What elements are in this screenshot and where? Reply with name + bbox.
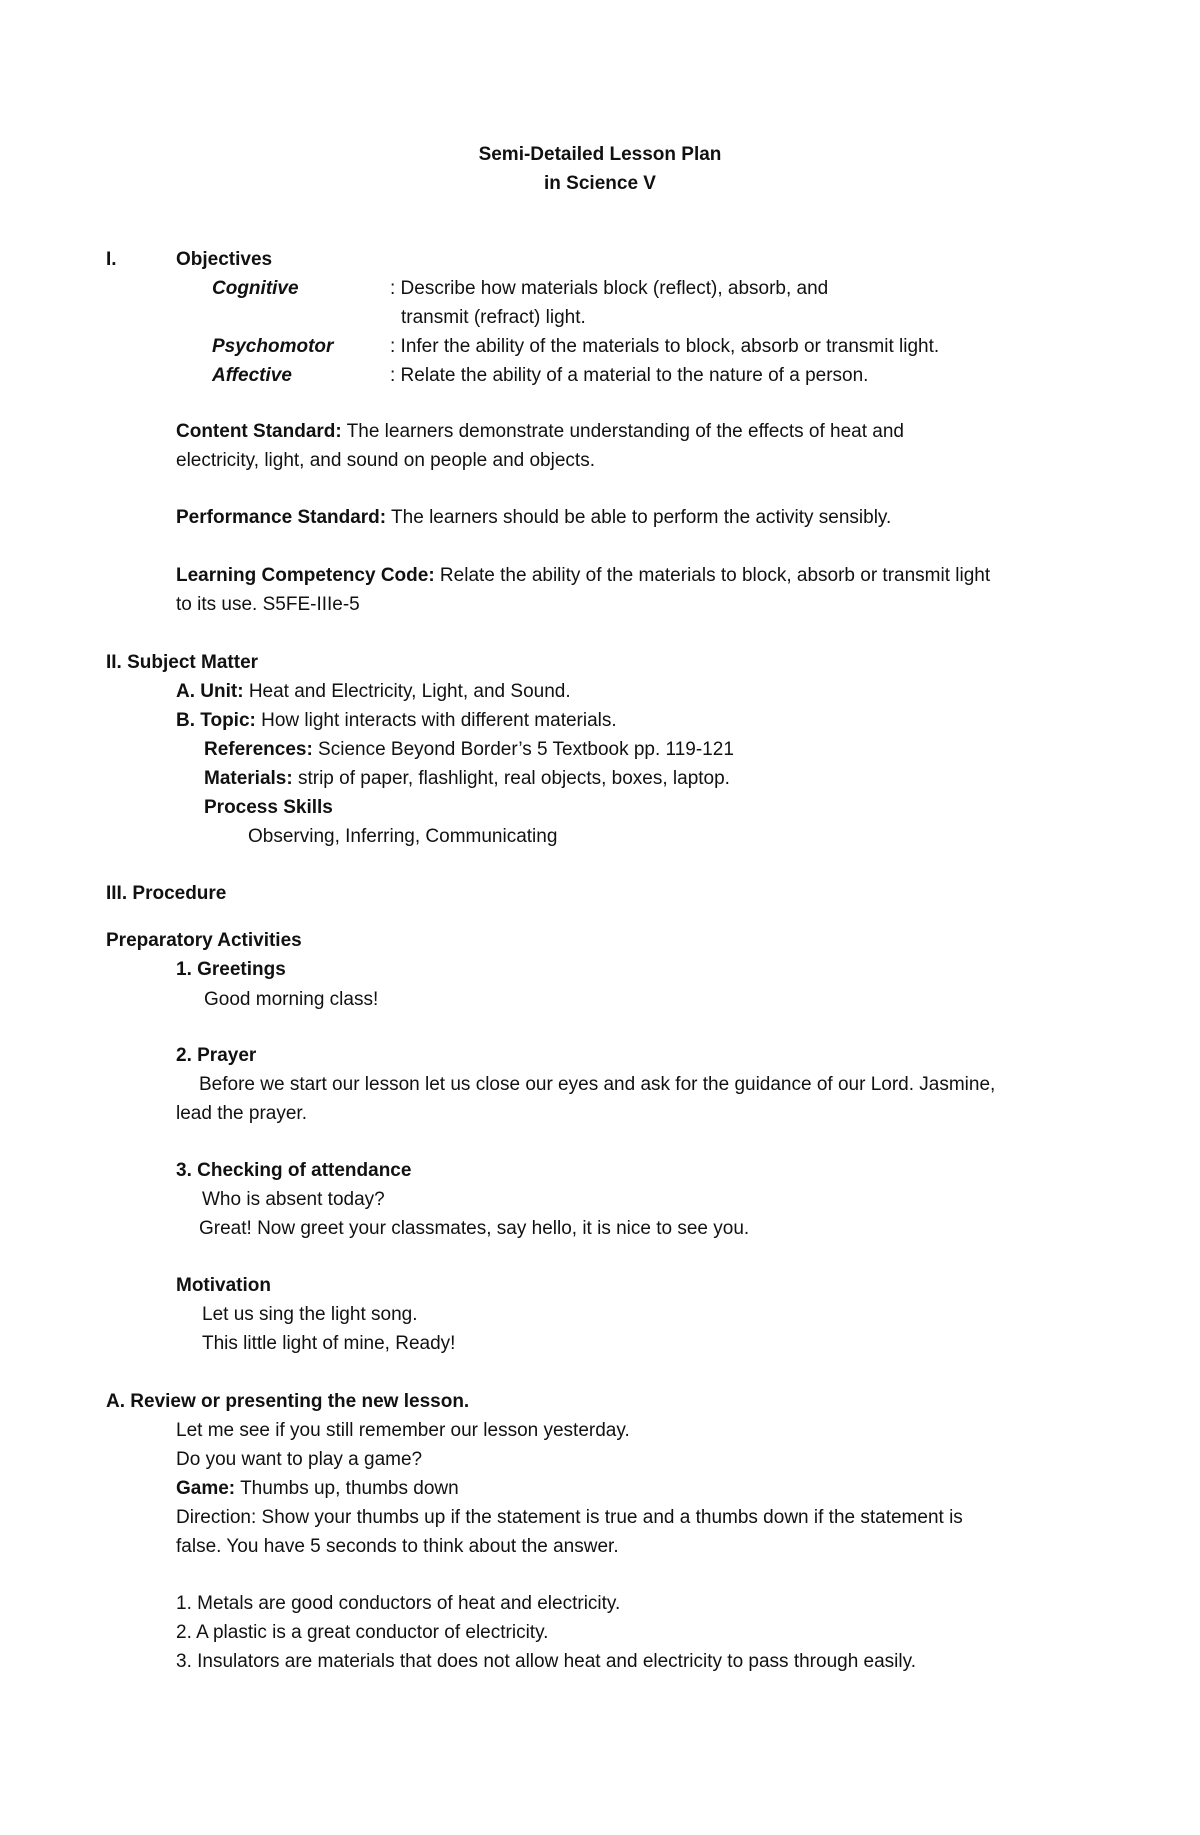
unit <box>176 680 571 704</box>
attendance-greet: Great! Now greet your classmates, say hello, it is nice to see you. <box>199 1218 750 1239</box>
unit-label: A. Unit: <box>176 681 244 702</box>
prayer-heading: 2. Prayer <box>176 1045 257 1066</box>
competency-code <box>176 564 990 588</box>
performance-standard-label: Performance Standard: <box>176 507 387 528</box>
motivation-heading: Motivation <box>176 1275 271 1296</box>
references <box>204 738 734 762</box>
page-title: Semi-Detailed Lesson Plan <box>478 144 722 165</box>
performance-standard <box>176 506 891 530</box>
direction-text-cont: false. You have 5 seconds to think about the answer. <box>176 1536 619 1557</box>
topic <box>176 709 617 733</box>
subject-matter-heading: II. Subject Matter <box>106 652 259 673</box>
objectives-heading: Objectives <box>176 249 273 270</box>
game-text: Thumbs up, thumbs down <box>235 1478 459 1499</box>
competency-code-label: Learning Competency Code: <box>176 565 435 586</box>
competency-code-cont: to its use. S5FE-IIIe-5 <box>176 594 360 615</box>
content-standard-text: The learners demonstrate understanding of the effects of heat and <box>341 421 904 442</box>
content-standard-cont: electricity, light, and sound on people and objects. <box>176 450 595 471</box>
greetings-text: Good morning class! <box>204 989 379 1010</box>
page-subtitle: in Science V <box>544 173 656 194</box>
cognitive-label: Cognitive <box>212 278 299 299</box>
review-line: Do you want to play a game? <box>176 1449 423 1470</box>
affective-text: : Relate the ability of a material to the nature of a person. <box>390 365 869 386</box>
materials <box>204 767 730 791</box>
list-item: 3. Insulators are materials that does not allow heat and electricity to pass through easily. <box>176 1651 916 1672</box>
game-line <box>176 1477 459 1501</box>
process-skills-label: Process Skills <box>204 797 333 818</box>
content-standard <box>176 420 904 444</box>
materials-text: strip of paper, flashlight, real objects, boxes, laptop. <box>292 768 730 789</box>
topic-label: B. Topic: <box>176 710 256 731</box>
competency-code-text: Relate the ability of the materials to block, absorb or transmit light <box>434 565 991 586</box>
topic-text: How light interacts with different materials. <box>255 710 617 731</box>
preparatory-heading: Preparatory Activities <box>106 930 302 951</box>
list-item: 2. A plastic is a great conductor of electricity. <box>176 1622 549 1643</box>
procedure-heading: III. Procedure <box>106 883 227 904</box>
materials-label: Materials: <box>204 768 293 789</box>
list-item: 1. Metals are good conductors of heat and electricity. <box>176 1593 621 1614</box>
prayer-text: Before we start our lesson let us close our eyes and ask for the guidance of our Lord. Jasmine, <box>199 1074 996 1095</box>
unit-text: Heat and Electricity, Light, and Sound. <box>243 681 571 702</box>
attendance-question: Who is absent today? <box>202 1189 385 1210</box>
cognitive-text-cont: transmit (refract) light. <box>401 307 586 328</box>
references-label: References: <box>204 739 313 760</box>
cognitive-text: : Describe how materials block (reflect), absorb, and <box>390 278 829 299</box>
greetings-heading: 1. Greetings <box>176 959 286 980</box>
review-heading: A. Review or presenting the new lesson. <box>106 1391 470 1412</box>
performance-standard-text: The learners should be able to perform the activity sensibly. <box>386 507 892 528</box>
affective-label: Affective <box>212 365 292 386</box>
references-text: Science Beyond Border’s 5 Textbook pp. 119-121 <box>312 739 734 760</box>
prayer-text-cont: lead the prayer. <box>176 1103 307 1124</box>
psychomotor-label: Psychomotor <box>212 336 334 357</box>
game-label: Game: <box>176 1478 236 1499</box>
attendance-heading: 3. Checking of attendance <box>176 1160 412 1181</box>
psychomotor-text: : Infer the ability of the materials to block, absorb or transmit light. <box>390 336 940 357</box>
motivation-text: Let us sing the light song. <box>202 1304 418 1325</box>
review-line: Let me see if you still remember our lesson yesterday. <box>176 1420 630 1441</box>
direction-text: Direction: Show your thumbs up if the statement is true and a thumbs down if the statement is <box>176 1507 963 1528</box>
motivation-text-cont: This little light of mine, Ready! <box>202 1333 456 1354</box>
content-standard-label: Content Standard: <box>176 421 342 442</box>
objectives-number: I. <box>106 249 117 270</box>
process-skills-text: Observing, Inferring, Communicating <box>248 826 558 847</box>
